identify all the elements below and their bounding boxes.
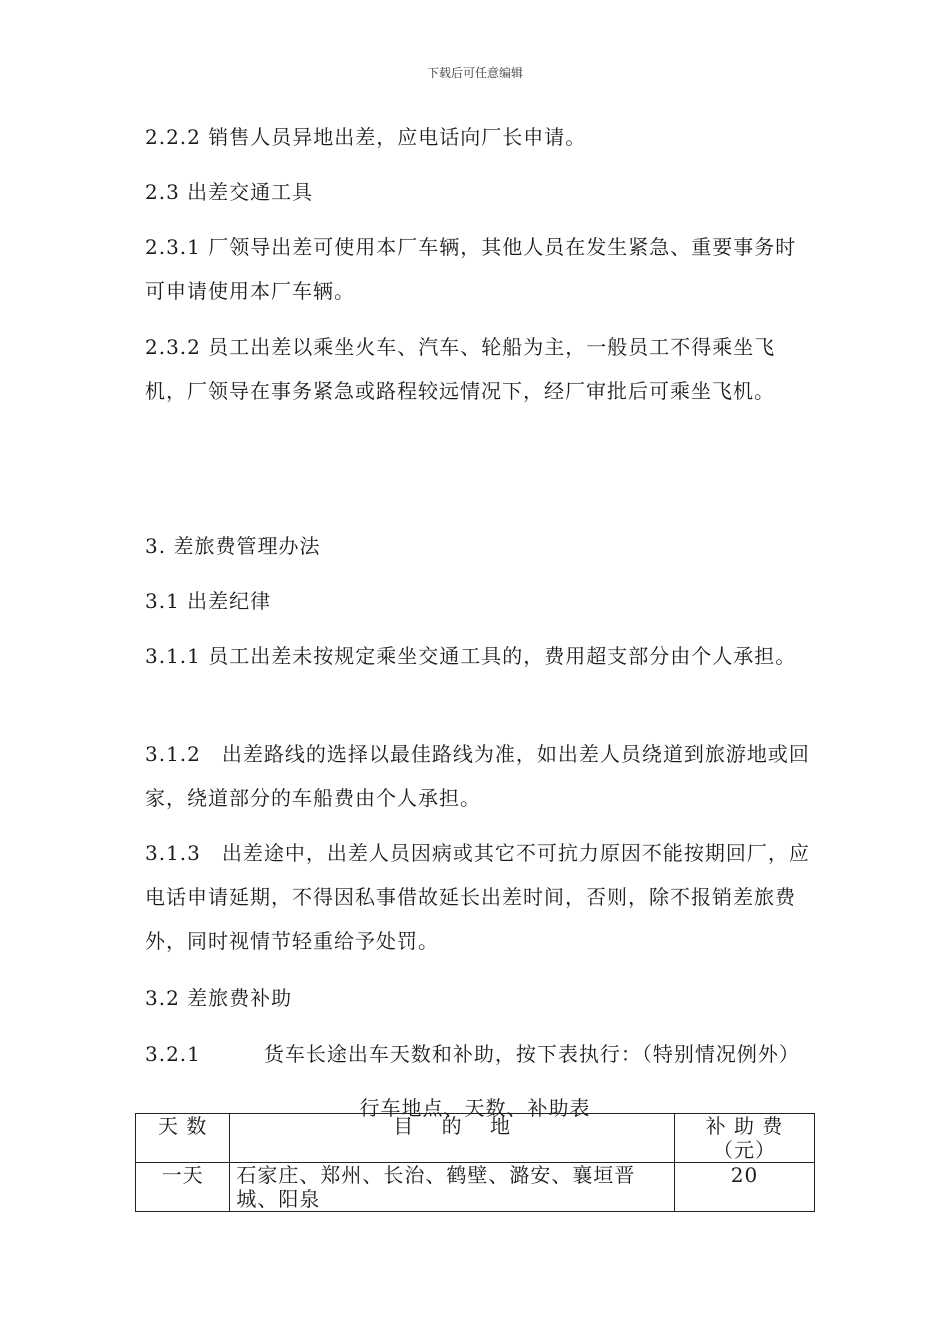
subsidy-table xyxy=(135,1113,815,1212)
heading-2-3: 2.3 出差交通工具 xyxy=(145,180,314,204)
heading-3-1: 3.1 出差纪律 xyxy=(145,589,272,613)
para-2-3-1: 2.3.1 厂领导出差可使用本厂车辆，其他人员在发生紧急、重要事务时可申请使用本厂车辆。 xyxy=(145,235,797,303)
para-3-1-3: 3.1.3 出差途中，出差人员因病或其它不可抗力原因不能按期回厂，应电话申请延期，不得因私事借故延长出差时间，否则，除不报销差旅费外，同时视情节轻重给予处罚。 xyxy=(145,841,810,953)
heading-3-2: 3.2 差旅费补助 xyxy=(145,986,293,1010)
heading-3: 3. 差旅费管理办法 xyxy=(145,534,321,558)
table-row xyxy=(136,1163,815,1212)
para-3-1-2: 3.1.2 出差路线的选择以最佳路线为准，如出差人员绕道到旅游地或回家，绕道部分的车船费由个人承担。 xyxy=(145,742,810,810)
cell-days: 一天 xyxy=(136,1163,230,1212)
header-destination: 目 的 地 xyxy=(230,1114,675,1163)
page-header: 下载后可任意编辑 xyxy=(426,66,523,80)
para-2-2-2: 2.2.2 销售人员异地出差，应电话向厂长申请。 xyxy=(145,125,587,149)
cell-destination: 石家庄、郑州、长治、鹤壁、潞安、襄垣晋城、阳泉 xyxy=(230,1163,675,1212)
para-3-2-1: 3.2.1 货车长途出车天数和补助，按下表执行：（特别情况例外） xyxy=(145,1042,800,1066)
header-subsidy: 补 助 费（元） xyxy=(674,1114,814,1163)
header-days: 天 数 xyxy=(136,1114,230,1163)
para-3-1-1: 3.1.1 员工出差未按规定乘坐交通工具的，费用超支部分由个人承担。 xyxy=(145,644,797,668)
cell-subsidy: 20 xyxy=(674,1163,814,1212)
table-caption: 行车地点、天数、补助表 xyxy=(359,1096,591,1120)
para-2-3-2: 2.3.2 员工出差以乘坐火车、汽车、轮船为主，一般员工不得乘坐飞机，厂领导在事务紧急或路程较远情况下，经厂审批后可乘坐飞机。 xyxy=(145,335,776,403)
table-header-row xyxy=(136,1114,815,1163)
